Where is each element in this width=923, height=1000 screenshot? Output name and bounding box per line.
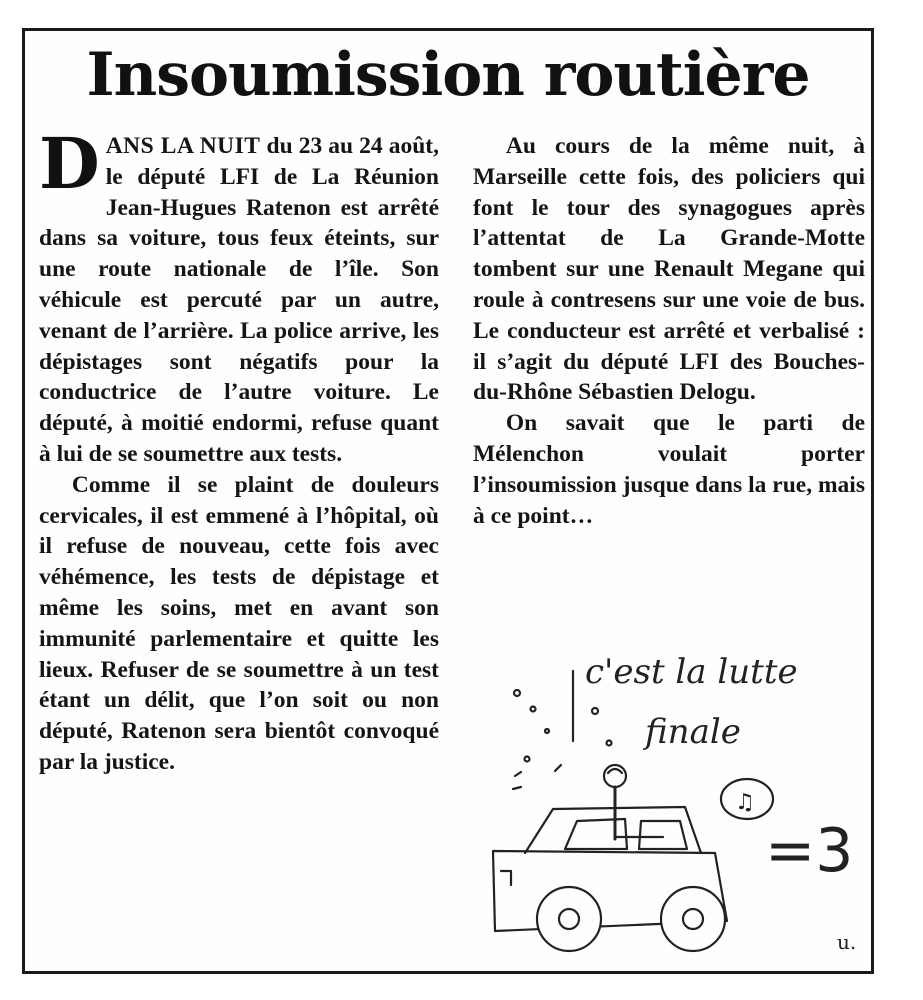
front-wheel [537,887,601,951]
rear-wheel [661,887,725,951]
paragraph-4: On savait que le parti de Mélenchon voulait porter l’insoumission jusque dans la rue, mais à ce point… [473,410,865,529]
paragraph-1 [39,122,439,470]
cartoon-drawing [465,631,865,961]
cartoonist-signature: u. [837,930,857,954]
left-column [39,122,439,778]
cartoon-caption-line2: finale [645,712,741,752]
lead-caps: ANS LA NUIT [105,133,261,159]
headline: Insoumission routière [86,40,810,110]
right-column [473,131,865,531]
paragraph-1-text: du 23 au 24 août, le député LFI de La Réunion Jean-Hugues Ratenon est arrêté dans sa voiture, tous feux éteints, sur une route nationale de l’île. Son véhicule est percuté par un autre, venant de l’arrière. La police arrive, les dépistages sont négatifs pour la conductrice de l’autre voiture. Le député, à moitié endormi, refuse quant à lui de se soumettre aux tests. [39,133,439,467]
paragraph-3: Au cours de la même nuit, à Marseille cette fois, des policiers qui font le tour des synagogues après l’attentat de La Grande-Motte tombent sur une Renault Megane qui roule à contresens sur une voie de bus. Le conducteur est arrêté et verbalisé : il s’agit du député LFI des Bouches-du-Rhône Sébastien Delogu. [473,133,865,406]
music-note-icon: ♫ [735,790,755,815]
drop-cap: D [39,122,100,205]
article-box [22,28,874,974]
exhaust-cloud: =3 [765,816,854,886]
cartoon-caption-line1: c'est la lutte [585,652,798,692]
paragraph-2: Comme il se plaint de douleurs cervicales, il est emmené à l’hôpital, où il refuse de nouveau, cette fois avec véhémence, les tests de dépistage et même les soins, met en avant son immunité parlementaire et quitte les lieux. Refuser de se soumettre à un test étant un délit, que l’on soit ou non député, Ratenon sera bientôt convoqué par la justice. [39,471,439,775]
